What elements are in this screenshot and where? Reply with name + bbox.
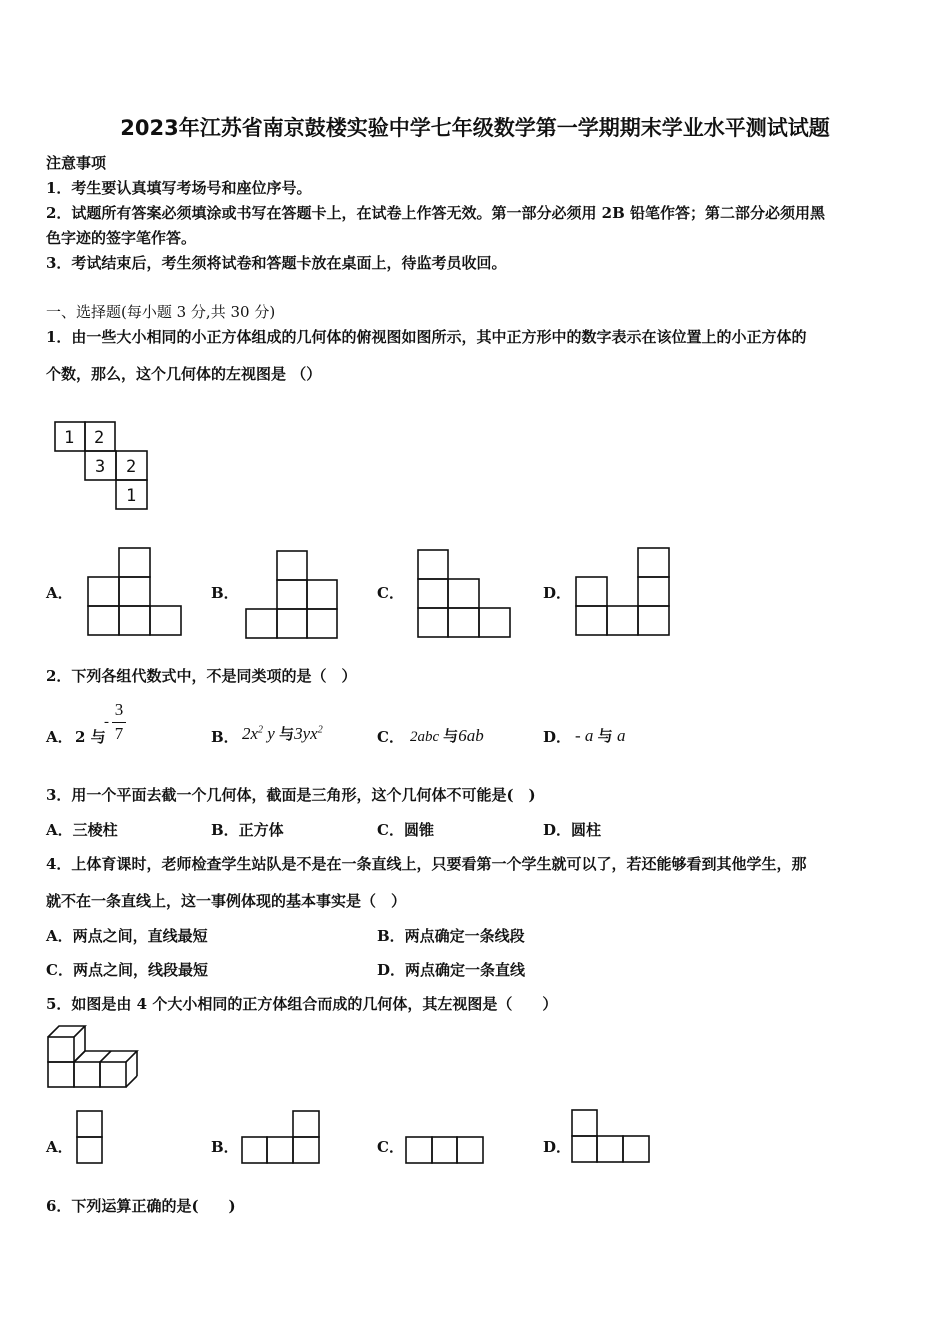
option-c-label[interactable]: C． xyxy=(377,728,404,746)
grid-number: 1 xyxy=(64,428,75,448)
expr-part: 3yx xyxy=(294,724,318,743)
question-4-line: 4．上体育课时，老师检查学生站队是不是在一条直线上，只要看第一个学生就可以了，若还能够看到其他学生，那 xyxy=(46,855,807,873)
option-a-label[interactable]: A． xyxy=(46,1138,73,1156)
option-d[interactable]: D．两点确定一条直线 xyxy=(377,961,526,979)
question-4-line: 就不在一条直线上，这一事例体现的基本事实是（ ） xyxy=(46,892,407,910)
expr-and: 与 xyxy=(597,727,613,745)
option-d-figure xyxy=(572,1110,654,1166)
option-c-label[interactable]: C． xyxy=(377,1138,404,1156)
option-b[interactable]: B．两点确定一条线段 xyxy=(377,927,525,945)
option-b-label[interactable]: B． xyxy=(211,584,239,602)
option-c[interactable]: C．两点之间，线段最短 xyxy=(46,961,208,979)
expr-exponent: 2 xyxy=(317,724,323,736)
expr-part: 2x xyxy=(242,724,259,743)
question-1-line: 个数，那么，这个几何体的左视图是 （） xyxy=(46,365,322,383)
question-3-stem: 3．用一个平面去截一个几何体，截面是三角形，这个几何体不可能是( ) xyxy=(46,786,536,804)
grid-number: 2 xyxy=(94,428,105,448)
option-c[interactable]: C．圆锥 xyxy=(377,821,434,839)
grid-number: 1 xyxy=(126,486,137,506)
notes-heading: 注意事项 xyxy=(46,154,107,172)
option-b-figure xyxy=(246,551,341,641)
option-a-minus: - xyxy=(104,714,109,730)
option-b[interactable]: B．正方体 xyxy=(211,821,284,839)
fraction-denominator: 7 xyxy=(114,724,124,743)
expr-part: 2abc xyxy=(410,729,440,745)
question-1-line: 1．由一些大小相同的小正方体组成的几何体的俯视图如图所示，其中正方形中的数字表示在该位置上的小正方体的 xyxy=(46,328,807,346)
notes-item: 1．考生要认真填写考场号和座位序号。 xyxy=(46,179,312,197)
option-d[interactable]: D．圆柱 xyxy=(543,821,602,839)
fraction-bar xyxy=(112,722,126,723)
option-b-label[interactable]: B． xyxy=(211,728,239,746)
section-heading: 一、选择题(每小题 3 分,共 30 分) xyxy=(46,303,276,321)
option-c-figure xyxy=(418,550,513,640)
option-a-figure xyxy=(77,1111,107,1167)
expr-exponent: 2 xyxy=(258,724,264,736)
question-5-stem: 5．如图是由 4 个大小相同的正方体组合而成的几何体，其左视图是（ ） xyxy=(46,995,558,1013)
option-a-figure xyxy=(88,548,183,638)
option-c-label[interactable]: C． xyxy=(377,584,404,602)
option-b-figure xyxy=(242,1111,324,1167)
question-2-stem: 2．下列各组代数式中，不是同类项的是（ ） xyxy=(46,667,357,685)
expr-part: y xyxy=(267,724,275,743)
option-a-prefix: 2 与 xyxy=(75,728,106,746)
option-c-figure xyxy=(406,1137,488,1167)
page-title: 2023年江苏省南京鼓楼实验中学七年级数学第一学期期末学业水平测试试题 xyxy=(120,116,830,140)
option-d-label[interactable]: D． xyxy=(543,1138,572,1156)
option-a[interactable]: A．两点之间，直线最短 xyxy=(46,927,208,945)
cube-solid-figure xyxy=(48,1026,143,1090)
option-c-expression xyxy=(410,725,484,746)
expr-and: 与 xyxy=(279,725,295,743)
notes-item: 2．试题所有答案必须填涂或书写在答题卡上，在试卷上作答无效。第一部分必须用 2B 铅笔作答；第二部分必须用黑 xyxy=(46,204,826,222)
option-b-label[interactable]: B． xyxy=(211,1138,239,1156)
option-d-label[interactable]: D． xyxy=(543,584,572,602)
grid-number: 2 xyxy=(126,457,137,477)
option-d-label[interactable]: D． xyxy=(543,728,572,746)
question-6-stem: 6．下列运算正确的是( ) xyxy=(46,1197,236,1215)
fraction-numerator: 3 xyxy=(114,700,124,719)
top-view-grid-figure xyxy=(55,422,150,512)
notes-item: 色字迹的签字笔作答。 xyxy=(46,229,197,247)
option-d-expression xyxy=(575,725,625,746)
option-b-expression xyxy=(242,723,323,744)
option-d-figure xyxy=(576,548,671,638)
option-a[interactable]: A．三棱柱 xyxy=(46,821,118,839)
option-a-label[interactable]: A． xyxy=(46,584,73,602)
expr-part: - a xyxy=(575,726,594,745)
notes-item: 3．考试结束后，考生须将试卷和答题卡放在桌面上，待监考员收回。 xyxy=(46,254,507,272)
expr-part: a xyxy=(616,726,626,745)
expr-and: 与 xyxy=(443,727,459,745)
option-a-label[interactable]: A． xyxy=(46,728,73,746)
grid-number: 3 xyxy=(95,457,106,477)
expr-part: 6ab xyxy=(458,726,484,745)
